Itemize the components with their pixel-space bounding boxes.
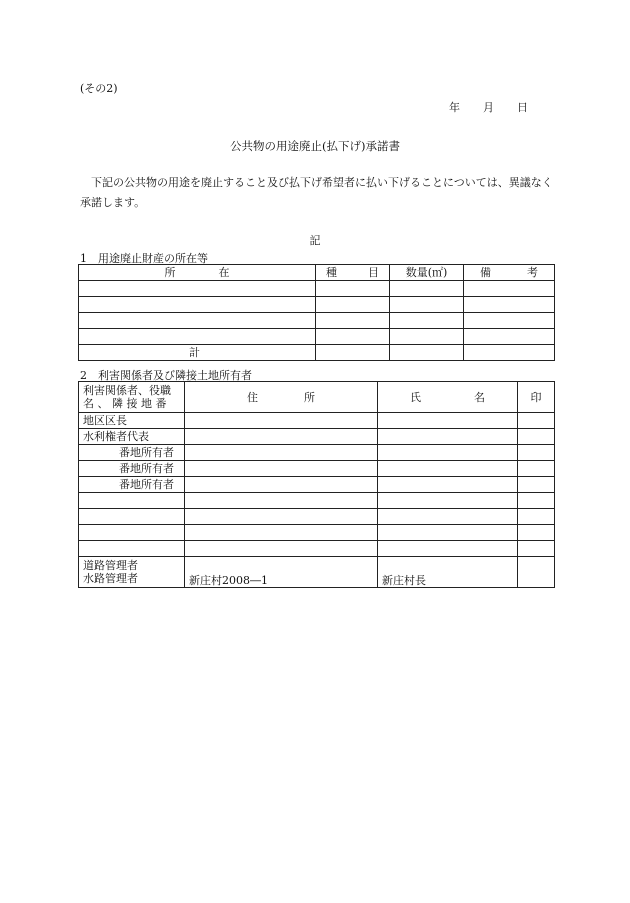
row-role: 番地所有者 (79, 461, 185, 477)
table-row (79, 413, 555, 429)
managers-role (79, 557, 185, 588)
managers-row (79, 557, 555, 588)
date-year-label: 年 (449, 101, 460, 114)
table-row (79, 525, 555, 541)
document-title: 公共物の用途廃止(払下げ)承諾書 (230, 139, 400, 153)
row-role: 番地所有者 (79, 445, 185, 461)
header-name: 氏 名 (378, 382, 518, 413)
road-manager-label: 道路管理者 (83, 559, 138, 572)
table-header-row (79, 382, 555, 413)
header-location: 所 在 (79, 265, 316, 281)
header-quantity: 数量(㎡) (390, 265, 464, 281)
table-row (79, 541, 555, 557)
table-row (79, 493, 555, 509)
row-role: 水利権者代表 (79, 429, 185, 445)
section1-heading: 1 用途廃止財産の所在等 (80, 252, 208, 265)
total-label: 計 (79, 345, 316, 361)
table-row (79, 329, 555, 345)
table-row (79, 461, 555, 477)
row-role: 番地所有者 (79, 477, 185, 493)
table-row (79, 445, 555, 461)
total-row (79, 345, 555, 361)
table-row (79, 313, 555, 329)
stakeholders-table (78, 381, 555, 588)
ki-label: 記 (309, 234, 321, 247)
header-role-line2: 名 、 隣 接 地 番 (83, 397, 167, 410)
table-row (79, 281, 555, 297)
row-role: 地区区長 (79, 413, 185, 429)
header-role (79, 382, 185, 413)
form-number: (その2) (80, 82, 118, 95)
header-address: 住 所 (185, 382, 378, 413)
managers-name: 新庄村長 (378, 557, 518, 588)
date-day-label: 日 (517, 101, 528, 114)
header-type: 種 目 (316, 265, 390, 281)
table-header-row (79, 265, 555, 281)
table-row (79, 509, 555, 525)
property-table (78, 264, 555, 361)
header-role-line1: 利害関係者、役職 (83, 384, 171, 397)
date-month-label: 月 (483, 101, 494, 114)
body-text: 下記の公共物の用途を廃止すること及び払下げ希望者に払い下げることについては、異議なく承諾します。 (80, 176, 553, 209)
managers-address: 新庄村2008―1 (185, 557, 378, 588)
table-row (79, 297, 555, 313)
header-seal: 印 (518, 382, 555, 413)
section2-heading: 2 利害関係者及び隣接土地所有者 (80, 369, 252, 382)
table-row (79, 429, 555, 445)
waterway-manager-label: 水路管理者 (83, 572, 138, 585)
header-remarks: 備 考 (464, 265, 555, 281)
table-row (79, 477, 555, 493)
